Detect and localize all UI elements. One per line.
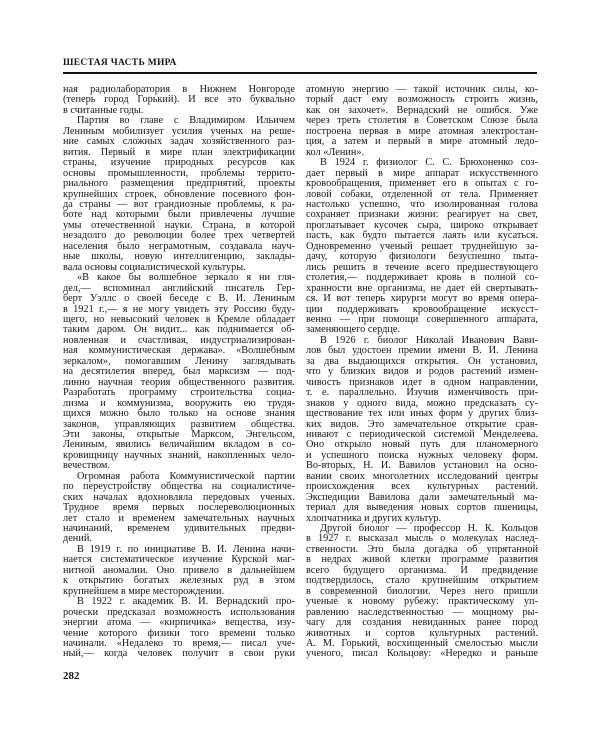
text-line: настолько успешно, что изолированная голова	[306, 198, 538, 210]
text-line: населения было неграмотным, создавала науч-	[63, 240, 295, 252]
text-line: боте над которыми были привлечены лучшие	[63, 209, 295, 221]
text-line: чение которого физики того времени только	[63, 627, 295, 639]
text-line: териал для выведения новых сортов пшеницы,	[306, 502, 538, 514]
header-rule	[63, 72, 537, 74]
text-line: происхождения всех культурных растений.	[306, 481, 538, 493]
text-line: щего, но невысокий человек в Кремле обладает	[63, 313, 295, 325]
text-line: ственности. Это была догадка об упрятанной	[306, 543, 538, 555]
text-line: в недрах живой клетки программе развития	[306, 554, 538, 566]
text-line: страны, изучение природных ресурсов как	[63, 157, 295, 169]
text-line: крупнейших строек, обновление посевного фон-	[63, 188, 295, 200]
text-line: таким даром. Он видит... как поднимается об-	[63, 324, 295, 336]
text-line: дачу, которую физиологи безуспешно пыта-	[306, 251, 538, 263]
text-line: лет стало и временем замечательных научных	[63, 512, 295, 524]
text-line: «В какое бы волшебное зеркало я ни гля-	[77, 272, 295, 284]
text-line: дает первый в мире аппарат искусственного	[306, 167, 538, 179]
text-line: ция, а затем и первый в мире атомный ледо-	[306, 136, 538, 148]
text-line: заменяющего сердце.	[306, 324, 401, 336]
text-line: хлопчатника и других культур.	[306, 512, 442, 524]
text-line: построена первая в мире атомная электростан-	[306, 125, 538, 137]
text-line: что у близких видов и родов растений измен-	[306, 366, 538, 378]
text-line: лизма и коммунизма, вооружить ею трудя-	[63, 397, 295, 409]
paragraph	[63, 597, 295, 660]
text-line: лись решить в течение всего предшествующего	[306, 261, 538, 273]
text-line: новленная и счастливая, индустриализирован-	[63, 334, 295, 346]
text-line: основы промышленности, проблемы террито-	[63, 167, 295, 179]
text-line: по переустройству общества на социалистиче-	[63, 481, 295, 493]
text-line: ный,— когда человек получит в свои руки	[63, 648, 295, 660]
text-line: всего будущего организма. И предвидение	[306, 564, 538, 576]
text-line: щихся можно было только на основе знания	[63, 408, 295, 420]
text-line: проглатывает кусочек сыра, широко открывает	[306, 219, 538, 231]
text-line: ная коммунистическая держава». «Волшебным	[63, 345, 295, 357]
text-line: Лениным мобилизует усилия ученых на реше-	[63, 125, 295, 137]
text-line: знаков у одного вида, можно предсказать су-	[306, 397, 538, 409]
text-line: Партия во главе с Владимиром Ильичем	[77, 115, 295, 127]
text-line: кол «Ленин».	[306, 146, 365, 158]
text-line: рочески предсказал возможность использования	[63, 606, 295, 618]
text-line: равлению наследственностью — мощному ры-	[306, 606, 538, 618]
text-line: ные школы, новую интеллигенцию, заклады-	[63, 251, 295, 263]
text-line: ществование тех или иных форм у других близ-	[306, 408, 538, 420]
text-line: дел,— вспоминал английский писатель Гер-	[63, 282, 295, 294]
text-line: в считанные годы.	[63, 104, 144, 116]
text-line: сохраняет признаки жизни: реагирует на свет,	[306, 209, 538, 221]
text-line: незадолго до революции более трех четвертей	[63, 230, 295, 242]
text-line: (теперь город Горький). И все это буквально	[63, 94, 295, 106]
text-line: законов, управляющих развитием общества.	[63, 418, 295, 430]
text-line: Огромная работа Коммунистической партии	[77, 470, 295, 482]
text-line: вития. Первый в мире план электрификации	[63, 146, 295, 158]
text-line: Лениным, явились величайшим вкладом в со-	[63, 439, 295, 451]
text-line: в 1921 г.,— я не могу увидеть эту Россию буду-	[63, 303, 295, 315]
text-line: умы отечественной науки. Страна, в которой	[63, 219, 295, 231]
text-line: кровищницу научных знаний, накопленных чело-	[63, 449, 295, 461]
text-line: ся. И вот теперь хирурги могут во время опера-	[306, 293, 538, 305]
text-line: нивают с периодической системой Менделеева.	[306, 428, 538, 440]
text-line: В 1924 г. физиолог С. С. Брюхоненко соз-	[320, 157, 538, 169]
paragraph	[63, 545, 295, 597]
text-line: т. е. параллельно. Изучив изменчивость при-	[306, 387, 538, 399]
text-line: ние самых сложных задач хозяйственного раз-	[63, 136, 295, 148]
text-line: хранности вне организма, не дает ей свертывать-	[306, 282, 538, 294]
text-line: Одновременно ученый решает труднейшую за-	[306, 240, 538, 252]
paragraph	[306, 158, 538, 336]
text-line: ученого, писал Кольцову: «Нередко и раньше	[306, 648, 538, 660]
text-line: в современной биологии. Через него пришли	[306, 585, 538, 597]
paragraph	[306, 336, 538, 524]
text-line: А. М. Горький, восхищенный смелостью мысли	[306, 638, 538, 650]
text-line: к открытию богатых железных руд в этом	[63, 575, 295, 587]
text-line: линно научная теория общественного развития.	[63, 376, 295, 388]
text-line: пасть, как будто пытается лаять или кусаться.	[306, 230, 538, 242]
text-line: Другой биолог — профессор Н. К. Кольцов	[320, 523, 538, 535]
text-line: венно — при помощи совершенного аппарата,	[306, 313, 538, 325]
text-line: энергии атома — «кирпичика» вещества, изу-	[63, 617, 295, 629]
text-line: в 1927 г. высказал мысль о молекулах наслед-	[306, 533, 538, 545]
text-line: ученые к новому рубежу: практическому уп-	[306, 596, 538, 608]
text-line: атомную энергию — такой источник силы, ко-	[306, 84, 538, 95]
text-line: начинаний, временем удивительных предви-	[63, 523, 295, 535]
text-line: Оно открыло новый путь для планомерного	[306, 439, 538, 451]
text-line: вечеством.	[63, 460, 111, 472]
text-column-right	[306, 85, 538, 660]
paragraph	[63, 85, 295, 116]
text-line: на десятилетия вперед, был марксизм — под-	[63, 366, 295, 378]
text-line: чивость признаков идет в одном направлении,	[306, 376, 538, 388]
paragraph	[63, 472, 295, 545]
text-column-left	[63, 85, 295, 660]
text-line: подтвердилось, стало крупнейшим открытием	[306, 575, 538, 587]
text-line: берт Уэллс о своей беседе с В. И. Лениным	[63, 293, 295, 305]
text-line: нитной аномалии. Оно привело в дальнейшем	[63, 564, 295, 576]
text-line: Экспедиции Вавилова дали замечательный ма-	[306, 491, 538, 503]
paragraph	[306, 85, 538, 158]
text-line: чагу для создания невиданных ранее пород	[306, 617, 538, 629]
text-line: ловой собаки, отделенной от тела. Применяет	[306, 188, 538, 200]
text-line: через треть столетия в Советском Союзе была	[306, 115, 538, 127]
text-line: дений.	[63, 533, 92, 545]
text-line: В 1926 г. биолог Николай Иванович Вави-	[320, 334, 538, 346]
paragraph	[306, 524, 538, 660]
text-line: Разработать программу строительства социа-	[63, 387, 295, 399]
text-line: да страны — вот грандиозные проблемы, к ра-	[63, 198, 295, 210]
text-line: как он захочет». Вернадский не ошибся. Уже	[306, 104, 538, 116]
text-line: кровообращения, применяет его в опытах с го-	[306, 178, 538, 190]
paragraph	[63, 116, 295, 273]
text-line: и успешного поиска нужных человеку форм.	[306, 449, 538, 461]
text-line: торый даст ему возможность строить жизнь,	[306, 94, 538, 106]
text-line: В 1919 г. по инициативе В. И. Ленина начи-	[77, 543, 295, 555]
text-line: ких видов. Это замечательное открытие срав-	[306, 418, 538, 430]
text-line: вании своих многолетних исследований центры	[306, 470, 538, 482]
text-line: за два выдающихся открытия. Он установил,	[306, 355, 538, 367]
text-line: риального размещения предприятий, проекты	[63, 178, 295, 190]
text-line: ских началах вдохновляла передовых ученых.	[63, 491, 295, 503]
text-line: Во-вторых, Н. И. Вавилов установил на осно-	[306, 460, 538, 472]
text-line: столетия,— поддерживает кровь в полной со-	[306, 272, 538, 284]
text-line: лов был удостоен премии имени В. И. Ленина	[306, 345, 538, 357]
running-head-title: ШЕСТАЯ ЧАСТЬ МИРА	[63, 58, 177, 68]
text-line: зеркалом», помогавшим Ленину заглядывать	[63, 355, 295, 367]
text-line: Эти законы, открытые Марксом, Энгельсом,	[63, 428, 295, 440]
text-line: ции поддерживать кровообращение искусст-	[306, 303, 538, 315]
text-line: начинали. «Недалеко то время,— писал уче-	[63, 638, 295, 650]
page-number: 282	[63, 670, 80, 682]
text-line: ная радиолаборатория в Нижнем Новгороде	[63, 84, 295, 95]
text-line: нается систематическое изучение Курской маг-	[63, 554, 295, 566]
text-line: животных и сортов культурных растений.	[306, 627, 538, 639]
paragraph	[63, 273, 295, 472]
text-line: вала основы социалистической культуры.	[63, 261, 246, 273]
text-line: Трудное время первых послереволюционных	[63, 502, 295, 514]
text-line: В 1922 г. академик В. И. Вернадский про-	[77, 596, 295, 608]
text-line: крупнейшем в мире месторождении.	[63, 585, 225, 597]
